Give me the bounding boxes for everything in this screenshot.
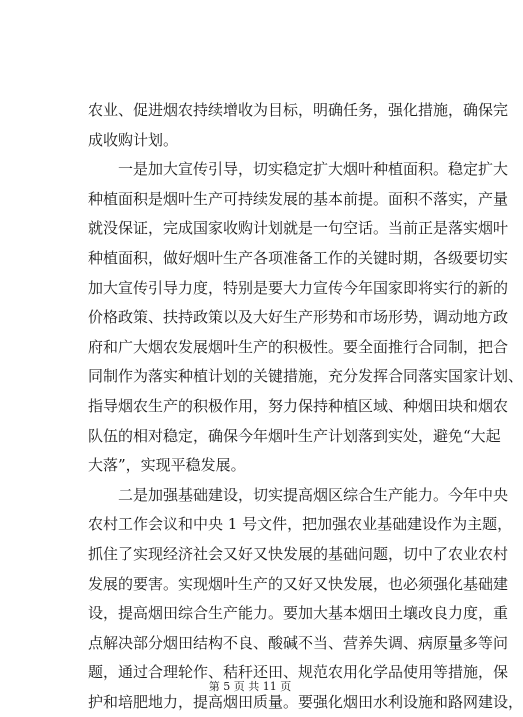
- text-line: 发展的要害。实现烟叶生产的又好又快发展，也必须强化基础建: [88, 574, 509, 593]
- text-line: 点解决部分烟田结构不良、酸碱不当、营养失调、病原量多等问: [88, 633, 509, 652]
- text-line: 指导烟农生产的积极作用，努力保持种植区域、种烟田块和烟农: [88, 396, 509, 415]
- text-line: 抓住了实现经济社会又好又快发展的基础问题，切中了农业农村: [88, 544, 509, 563]
- text-line: 队伍的相对稳定，确保今年烟叶生产计划落到实处，避免“大起: [88, 426, 501, 445]
- text-line: 加大宣传引导力度，特别是要大力宣传今年国家即将实行的新的: [88, 278, 509, 297]
- text-line: 同制作为落实种植计划的关键措施，充分发挥合同落实国家计划、: [88, 367, 523, 386]
- text-line: 种植面积是烟叶生产可持续发展的基本前提。面积不落实，产量: [88, 189, 509, 208]
- text-line: 二是加强基础建设，切实提高烟区综合生产能力。今年中央: [118, 485, 509, 504]
- text-line: 农业、促进烟农持续增收为目标，明确任务，强化措施，确保完: [88, 101, 509, 119]
- body-text: [88, 96, 523, 717]
- text-line: 一是加大宣传引导，切实稳定扩大烟叶种植面积。稳定扩大: [118, 160, 509, 179]
- text-line: 大落”，实现平稳发展。: [88, 456, 246, 475]
- text-line: 府和广大烟农发展烟叶生产的积极性。要全面推行合同制，把合: [88, 337, 509, 356]
- text-line: 农村工作会议和中央 1 号文件，把加强农业基础建设作为主题，: [88, 515, 513, 534]
- text-line: 设，提高烟田综合生产能力。要加大基本烟田土壤改良力度，重: [88, 604, 509, 623]
- text-line: 成收购计划。: [88, 130, 179, 149]
- text-line: 就没保证，完成国家收购计划就是一句空话。当前正是落实烟叶: [88, 219, 509, 238]
- text-line: 护和培肥地力，提高烟田质量。要强化烟田水利设施和路网建设，: [88, 692, 523, 711]
- text-line: 题，通过合理轮作、秸秆还田、规范农用化学品使用等措施，保: [88, 663, 509, 682]
- text-line: 种植面积，做好烟叶生产各项准备工作的关键时期，各级要切实: [88, 248, 509, 267]
- page-footer: 第 5 页 共 11 页: [208, 680, 292, 693]
- text-line: 价格政策、扶持政策以及大好生产形势和市场形势，调动地方政: [88, 308, 509, 327]
